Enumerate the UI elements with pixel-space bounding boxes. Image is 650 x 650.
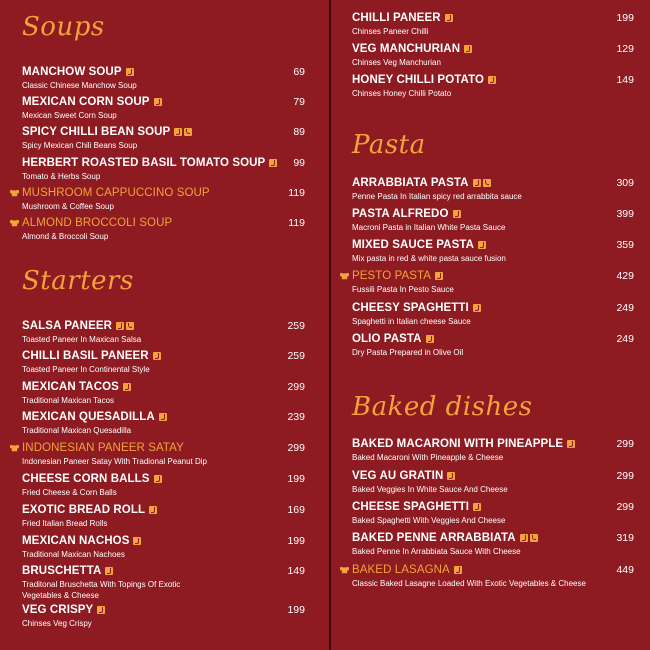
veg-tag-icon <box>154 98 162 106</box>
chef-special-icon <box>340 272 349 281</box>
item-desc: Chinses Veg Crispy <box>22 619 92 628</box>
menu-item <box>352 74 496 99</box>
veg-tag-icon <box>153 352 161 360</box>
item-name: INDONESIAN PANEER SATAY <box>22 442 184 454</box>
veg-tag-icon <box>488 76 496 84</box>
item-desc: Mexican Sweet Corn Soup <box>22 111 117 120</box>
veg-tag-icon <box>149 506 157 514</box>
menu-item-special <box>352 564 586 589</box>
item-price: 169 <box>287 504 305 516</box>
item-price: 299 <box>616 438 634 450</box>
veg-tag-icon <box>473 179 481 187</box>
veg-tag-icon <box>123 383 131 391</box>
veg-tag-icon <box>174 128 182 136</box>
item-desc: Baked Veggies In White Sauce And Cheese <box>352 485 508 494</box>
item-name: PASTA ALFREDO <box>352 208 449 220</box>
item-price: 359 <box>616 239 634 251</box>
starters-title: Starters <box>22 266 134 296</box>
item-name: MUSHROOM CAPPUCCINO SOUP <box>22 187 210 199</box>
menu-item-special <box>352 270 454 295</box>
item-desc: Penne Pasta In Italian spicy red arrabbita sauce <box>352 192 522 201</box>
item-desc: Fried Cheese & Corn Balls <box>22 488 117 497</box>
baked-dishes-title: Baked dishes <box>352 392 533 422</box>
item-name: MANCHOW SOUP <box>22 66 122 78</box>
item-price: 239 <box>287 411 305 423</box>
veg-tag-icon <box>478 241 486 249</box>
item-desc: Traditional Maxican Quesadilla <box>22 426 132 435</box>
item-name: CHILLI PANEER <box>352 12 441 24</box>
item-desc: Toasted Paneer In Maxican Salsa <box>22 335 142 344</box>
item-name: BAKED MACARONI WITH PINEAPPLE <box>352 438 564 450</box>
veg-tag-icon <box>126 68 134 76</box>
menu-item <box>22 96 162 121</box>
chef-special-icon <box>10 444 19 453</box>
menu-item <box>22 473 162 498</box>
item-price: 299 <box>287 381 305 393</box>
spicy-tag-icon <box>126 322 134 330</box>
veg-tag-icon <box>445 14 453 22</box>
item-price: 199 <box>616 12 634 24</box>
chef-special-icon <box>340 566 349 575</box>
veg-tag-icon <box>133 537 141 545</box>
item-price: 299 <box>616 470 634 482</box>
menu-item <box>352 532 538 557</box>
item-name: OLIO PASTA <box>352 333 422 345</box>
veg-tag-icon <box>567 440 575 448</box>
item-desc: Traditional Maxican Nachoes <box>22 550 125 559</box>
item-price: 149 <box>287 565 305 577</box>
item-name: ALMOND BROCCOLI SOUP <box>22 217 173 229</box>
item-desc: Classic Baked Lasagne Loaded With Exotic Vegetables & Cheese <box>352 579 586 588</box>
menu-item-special <box>22 217 172 242</box>
veg-tag-icon <box>426 335 434 343</box>
item-desc: Baked Spaghetti With Veggies And Cheese <box>352 516 506 525</box>
item-desc: Dry Pasta Prepared in Olive Oil <box>352 348 464 357</box>
item-name: MEXICAN QUESADILLA <box>22 411 155 423</box>
item-price: 299 <box>616 501 634 513</box>
item-price: 199 <box>287 473 305 485</box>
spicy-tag-icon <box>483 179 491 187</box>
menu-item <box>22 411 167 436</box>
menu-item <box>22 381 131 406</box>
item-desc: Baked Macaroni With Pineapple & Cheese <box>352 453 504 462</box>
item-name: MEXICAN TACOS <box>22 381 119 393</box>
veg-tag-icon <box>154 475 162 483</box>
item-price: 309 <box>616 177 634 189</box>
menu-item-special <box>22 187 210 212</box>
item-name: SPICY CHILLI BEAN SOUP <box>22 126 171 138</box>
item-desc: Toasted Paneer In Continental Style <box>22 365 150 374</box>
item-name: MEXICAN CORN SOUP <box>22 96 150 108</box>
veg-tag-icon <box>454 566 462 574</box>
item-desc: Baked Penne In Arrabbiata Sauce With Cheese <box>352 547 521 556</box>
item-name: MEXICAN NACHOS <box>22 535 130 547</box>
menu-item <box>22 565 222 601</box>
menu-item <box>22 504 157 529</box>
menu-item <box>22 535 141 560</box>
veg-tag-icon <box>269 159 277 167</box>
veg-tag-icon <box>464 45 472 53</box>
item-name: HONEY CHILLI POTATO <box>352 74 485 86</box>
item-name: HERBERT ROASTED BASIL TOMATO SOUP <box>22 157 266 169</box>
item-price: 119 <box>288 217 305 229</box>
menu-item <box>22 157 277 182</box>
item-price: 399 <box>616 208 634 220</box>
item-name: CHEESY SPAGHETTI <box>352 302 469 314</box>
item-desc: Mushroom & Coffee Soup <box>22 202 114 211</box>
item-price: 259 <box>287 350 305 362</box>
item-desc: Traditional Maxican Tacos <box>22 396 115 405</box>
item-name: VEG AU GRATIN <box>352 470 444 482</box>
item-price: 199 <box>287 604 305 616</box>
menu-item <box>22 320 141 345</box>
item-desc: Chinses Veg Manchurian <box>352 58 441 67</box>
menu-item <box>22 350 161 375</box>
soups-title: Soups <box>22 12 105 42</box>
item-name: CHEESE SPAGHETTI <box>352 501 470 513</box>
item-name: CHEESE CORN BALLS <box>22 473 150 485</box>
veg-tag-icon <box>435 272 443 280</box>
veg-tag-icon <box>105 567 113 575</box>
menu-item <box>352 470 508 495</box>
pasta-title: Pasta <box>352 130 426 160</box>
item-name: SALSA PANEER <box>22 320 113 332</box>
item-price: 249 <box>616 333 634 345</box>
menu-item <box>22 604 105 629</box>
menu-item <box>352 177 522 202</box>
menu-item <box>352 438 575 463</box>
item-price: 199 <box>287 535 305 547</box>
chef-special-icon <box>10 219 19 228</box>
menu-item <box>22 66 137 91</box>
item-price: 89 <box>293 126 305 138</box>
veg-tag-icon <box>453 210 461 218</box>
item-name: MIXED SAUCE PASTA <box>352 239 475 251</box>
item-name: CHILLI BASIL PANEER <box>22 350 149 362</box>
item-price: 429 <box>616 270 634 282</box>
item-price: 249 <box>616 302 634 314</box>
item-desc: Chinses Honey Chilli Potato <box>352 89 452 98</box>
column-divider <box>329 0 331 650</box>
menu-item <box>352 302 481 327</box>
item-name: VEG CRISPY <box>22 604 94 616</box>
item-price: 259 <box>287 320 305 332</box>
item-desc: Fussili Pasta In Pesto Sauce <box>352 285 454 294</box>
veg-tag-icon <box>116 322 124 330</box>
item-name: PESTO PASTA <box>352 270 432 282</box>
item-desc: Chinses Paneer Chilli <box>352 27 429 36</box>
item-price: 149 <box>616 74 634 86</box>
veg-tag-icon <box>97 606 105 614</box>
veg-tag-icon <box>447 472 455 480</box>
item-desc: Classic Chinese Manchow Soup <box>22 81 137 90</box>
veg-tag-icon <box>473 304 481 312</box>
item-price: 119 <box>288 187 305 199</box>
menu-item <box>22 126 192 151</box>
item-desc: Almond & Broccoli Soup <box>22 232 109 241</box>
item-name: EXOTIC BREAD ROLL <box>22 504 146 516</box>
spicy-tag-icon <box>184 128 192 136</box>
menu-item <box>352 43 472 68</box>
item-price: 299 <box>287 442 305 454</box>
spicy-tag-icon <box>530 534 538 542</box>
veg-tag-icon <box>159 413 167 421</box>
item-name: BAKED PENNE ARRABBIATA <box>352 532 516 544</box>
item-desc: Tomato & Herbs Soup <box>22 172 101 181</box>
item-price: 79 <box>293 96 305 108</box>
item-desc: Indonesian Paneer Satay With Tradional Peanut Dip <box>22 457 208 466</box>
item-name: VEG MANCHURIAN <box>352 43 461 55</box>
item-desc: Mix pasta in red & white pasta sauce fusion <box>352 254 506 263</box>
menu-item <box>352 239 506 264</box>
item-name: BRUSCHETTA <box>22 565 102 577</box>
item-desc: Macroni Pasta in Italian White Pasta Sauce <box>352 223 506 232</box>
chef-special-icon <box>10 189 19 198</box>
menu-item <box>352 208 505 233</box>
veg-tag-icon <box>473 503 481 511</box>
menu-item <box>352 12 453 37</box>
item-name: BAKED LASAGNA <box>352 564 450 576</box>
item-price: 449 <box>616 564 634 576</box>
menu-item <box>352 501 505 526</box>
item-desc: Fried Italian Bread Rolls <box>22 519 108 528</box>
item-price: 129 <box>616 43 634 55</box>
menu-item <box>352 333 463 358</box>
item-desc: Spicy Mexican Chili Beans Soup <box>22 141 138 150</box>
item-desc: Traditonal Bruschetta With Topings Of Exotic Vegetables & Cheese <box>22 580 181 600</box>
veg-tag-icon <box>520 534 528 542</box>
item-name: ARRABBIATA PASTA <box>352 177 469 189</box>
menu-item-special <box>22 442 207 467</box>
item-price: 99 <box>293 157 305 169</box>
item-price: 319 <box>616 532 634 544</box>
item-desc: Spaghetti in Italian cheese Sauce <box>352 317 471 326</box>
item-price: 69 <box>293 66 305 78</box>
